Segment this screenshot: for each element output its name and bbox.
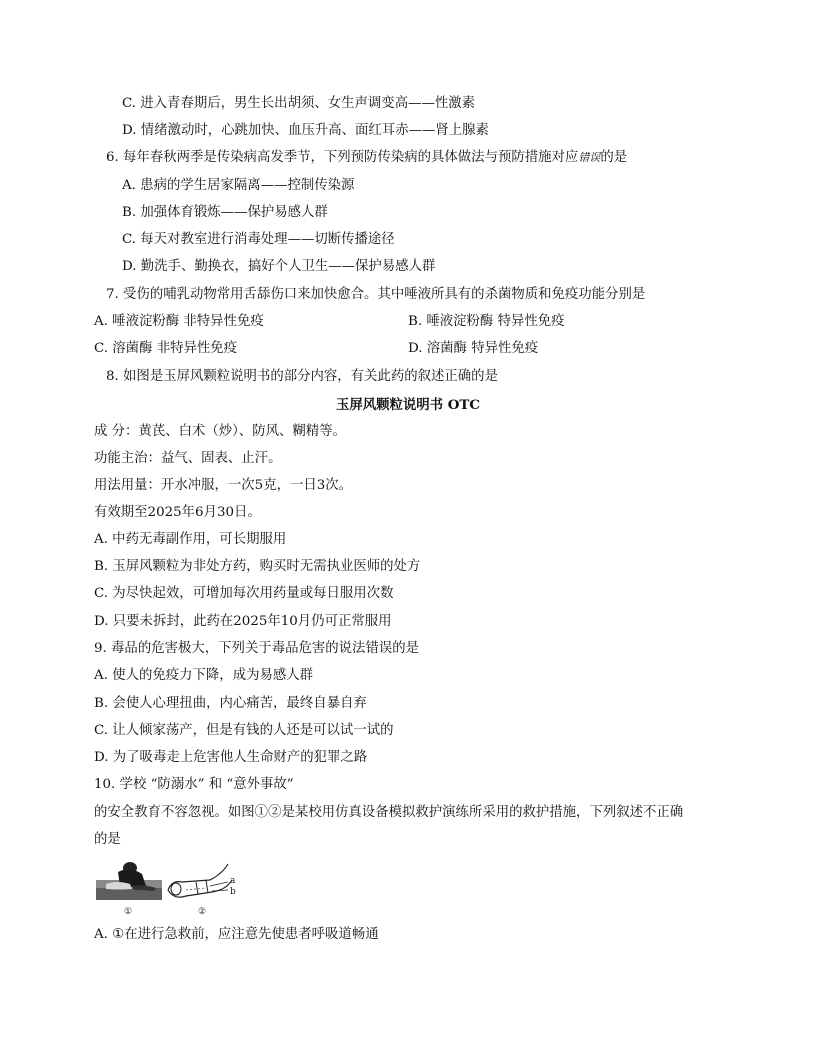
question-8: 8. 如图是玉屏风颗粒说明书的部分内容，有关此药的叙述正确的是 — [106, 369, 498, 384]
figure-2-label-a: a — [230, 876, 236, 886]
q7-option-d: D. 溶菌酶 特异性免疫 — [408, 341, 539, 356]
figure-2-label-b: b — [230, 887, 236, 897]
leaflet-ingredients: 成 分：黄芪、白术（炒）、防风、糊精等。 — [94, 424, 346, 439]
question-6-tail: 的是 — [600, 150, 628, 165]
question-7: 7. 受伤的哺乳动物常用舌舔伤口来加快愈合。其中唾液所具有的杀菌物质和免疫功能分别是 — [106, 287, 646, 302]
question-10-line-2: 的安全教育不容忽视。如图①②是某校用仿真设备模拟救护演练所采用的救护措施，下列叙述不正确 — [94, 805, 684, 820]
question-6-emphasis: 错误 — [578, 151, 601, 164]
leaflet-indications: 功能主治：益气、固表、止汗。 — [94, 451, 282, 466]
leaflet-expiry: 有效期至2025年6月30日。 — [94, 505, 261, 520]
q6-option-d: D. 勤洗手、勤换衣，搞好个人卫生——保护易感人群 — [122, 259, 436, 274]
q7-option-b: B. 唾液淀粉酶 特异性免疫 — [408, 314, 565, 329]
q8-option-d: D. 只要未拆封，此药在2025年10月仍可正常服用 — [94, 614, 392, 629]
q8-option-a: A. 中药无毒副作用，可长期服用 — [94, 532, 287, 547]
q5-option-c: C. 进入青春期后，男生长出胡须、女生声调变高——性激素 — [122, 96, 476, 111]
q9-option-d: D. 为了吸毒走上危害他人生命财产的犯罪之路 — [94, 750, 368, 765]
q5-option-d: D. 情绪激动时，心跳加快、血压升高、面红耳赤——肾上腺素 — [122, 123, 489, 138]
q9-option-c: C. 让人倾家荡产，但是有钱的人还是可以试一试的 — [94, 723, 394, 738]
q10-option-a: A. ①在进行急救前，应注意先使患者呼吸道畅通 — [94, 927, 379, 942]
q6-option-b: B. 加强体育锻炼——保护易感人群 — [122, 205, 328, 220]
figure-2-label: ② — [198, 907, 207, 917]
figure-1-label: ① — [124, 907, 133, 917]
question-6-text: 6. 每年春秋两季是传染病高发季节，下列预防传染病的具体做法与预防措施对应 — [106, 150, 579, 165]
q8-option-b: B. 玉屏风颗粒为非处方药，购买时无需执业医师的处方 — [94, 559, 421, 574]
leaflet-dosage: 用法用量：开水冲服，一次5克，一日3次。 — [94, 478, 353, 493]
q7-option-a: A. 唾液淀粉酶 非特异性免疫 — [94, 314, 264, 329]
rescue-figure-1 — [96, 858, 162, 906]
q9-option-a: A. 使人的免疫力下降，成为易感人群 — [94, 668, 314, 683]
q8-option-c: C. 为尽快起效，可增加每次用药量或每日服用次数 — [94, 586, 394, 601]
question-10: 10. 学校 “防溺水” 和 “意外事故” — [94, 777, 294, 792]
q7-option-c: C. 溶菌酶 非特异性免疫 — [94, 341, 238, 356]
q6-option-c: C. 每天对教室进行消毒处理——切断传播途径 — [122, 232, 395, 247]
q6-option-a: A. 患病的学生居家隔离——控制传染源 — [122, 178, 355, 193]
leaflet-title: 玉屏风颗粒说明书 OTC — [335, 397, 481, 413]
question-9: 9. 毒品的危害极大，下列关于毒品危害的说法错误的是 — [94, 641, 420, 656]
question-10-line-3: 的是 — [94, 832, 121, 847]
question-6 — [106, 149, 627, 167]
q9-option-b: B. 会使人心理扭曲，内心痛苦，最终自暴自弃 — [94, 696, 367, 711]
